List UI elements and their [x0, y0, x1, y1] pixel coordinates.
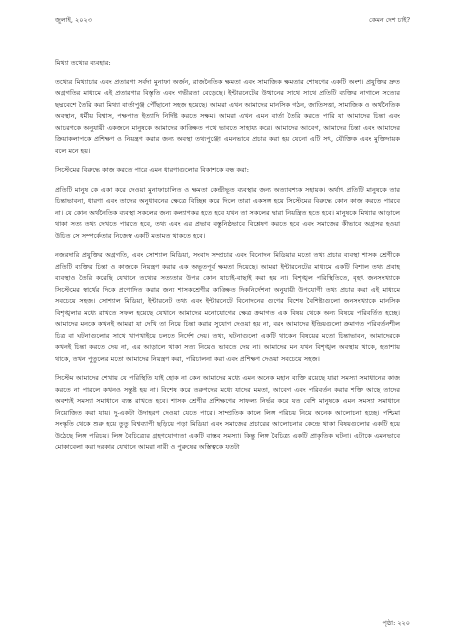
subheading-paragraph: সিস্টেমের বিরুদ্ধে কাজ করতে পারে এমন ধারণাগুলোর বিকাশকে বন্ধ করা:: [55, 166, 249, 174]
paragraph: সিস্টেম আমাদের শেখায় যে পরিস্থিতি যাই হোক না কেন আমাদের মধ্যে এমন অনেক মহান ব্যক্তি রয়েছে যারা সমস্যা সমাধানের কাজ করতে না পারলে কখনও সন্তুষ্ট হয় না। বিশেষ করে তরুণদের মধ্যে যাদের মমতা, আবেগ এবং পরিবর্তন করার শক্তি আছে তাদের অবশ্যই সমস্যা সমাধানে ব্যস্ত রাখতে হবে। শাসক শ্রেণীর প্রশিক্ষণের সাফল্য নির্ভর করে যত বেশি মানুষকে এমন সমস্যা সমাধানে নিয়োজিত করা যায়। দু-একটা উদাহরণ দেওয়া যেতে পারে। সাম্প্রতিক কালে লিঙ্গ পরিচয় নিয়ে অনেক আলোচনা হচ্ছে। পশ্চিমা সংস্কৃতি থেকে শুরু হয়ে তুতু বিশ্বব্যাপী ছড়িয়ে পড়া মিডিয়া এবং সমাজের প্রচারের আলোচনার কেন্দ্রে থাকা বিষয়গুলোর একটি হয়ে উঠেছে লিঙ্গ পরিচয়। লিঙ্গ বৈচিত্র্যের গ্রহণযোগ্যতা একটি বাস্তব সমস্যা। কিন্তু লিঙ্গ বৈচিত্র্য একটি প্রাকৃতিক ঘটনা। এটাকে এমনভাবে মোকাবেলা করা দরকার যেখানে আমরা নারী ও পুরুষের অস্তিত্বকে যতটা: [55, 374, 400, 451]
paragraph: নজরদারি প্রযুক্তির অগ্রগতি, এবং সোশ্যাল মিডিয়া, সংবাদ সম্প্রচার এবং বিনোদন মিডিয়ার মতো তথ্য প্রচার ব্যবস্থা শাসক শ্রেণীকে প্রতিটি ব্যক্তির চিন্তা ও কাজকে নিয়ন্ত্রণ করার এক অভূতপূর্ব ক্ষমতা দিয়েছে। আমরা ইন্টারনেটের মাধ্যমে একটি বিশাল তথ্য প্রবাহ ব্যবস্থাও তৈরি করেছি যেখানে তথ্যের সত্যতার উপর কোন যাচাই-বাছাই করা হয় না। বিশৃঙ্খল পরিস্থিতিতে, বৃহৎ জনসংখ্যাকে সিস্টেমের স্বার্থের দিকে প্রণোদিত করার জন্য শাসকশ্রেণীর কাঙ্ক্ষিত দিকনির্দেশনা অনুযায়ী উপযোগী তথ্য প্রচার করা এই মাধ্যমে সবচেয়ে সহজ। সোশ্যাল মিডিয়া, ইন্টারনেট তথ্য এবং ইন্টারনেটে বিনোদনের গুণের বিশেষ বৈশিষ্ট্যগুলো জনসংখ্যাকে মানসিক বিশৃঙ্খলার মধ্যে রাখতে সফল হয়েছে যেখানে আমাদের মনোযোগের ক্ষেত্র ক্রমাগত এক বিষয় থেকে অন্য বিষয়ে পরিবর্তিত হচ্ছে। আমাদের মনকে কখনই আমরা যা দেখি তা নিয়ে চিন্তা করার সুযোগ দেওয়া হয় না, বরং আমাদের ইন্দ্রিয়গুলো ক্রমাগত পরিবর্তনশীল চিত্র বা ঘটনাগুলোর সাথে খাপখাইয়ে চলতে নির্দেশ দেয়। তথ্য, ঘটনাগুলো একটি থাকেন বিষয়ের মতো চিন্তাভাবন, আমাদেরকে কখনই চিন্তা করতে দেয় না, এর আড়ালে থাকা সত্য নিয়েও ভাবতে দেয় না। আমাদের মন যখন বিশৃঙ্খল অবস্থায় থাকে, হতাশায় থাকে, তখন পুতুলের মতো আমাদের নিয়ন্ত্রণ করা, পরিচালনা করা এবং প্রশিক্ষণ দেওয়া সবচেয়ে সহজ।: [55, 251, 400, 363]
header-journal-title: কেমন দেশ চাই?: [369, 16, 410, 24]
article-body: [55, 58, 400, 462]
header-date: জুলাই, ২০২৩: [55, 16, 92, 24]
paragraph: প্রতিটি মানুষ কে একা করে দেওয়া মুনাফাচালিত ও ক্ষমতা কেন্দ্রীভূত ব্যবস্থার জন্য অত্যাবশ্যক সহায়ক। অর্থাৎ প্রতিটি মানুষকে তার চিন্তাভাবনা, ধারণা এবং তাদের অনুধাবনের ক্ষেত্রে বিচ্ছিন্ন করে দিলে তারা একসঙ্গ হয়ে সিস্টেমের বিরুদ্ধে কোন কাজ করতে পারবে না। যে কোন অর্থনৈতিক ব্যবস্থা সকলের জন্য কল্যাণকর হতে হবে যখন তা সকলের দ্বারা নিয়ন্ত্রিত হতে হবে। মানুষকে মিথ্যার আড়ালে থাকা সত্য তথ্য দেখতে পারতে হবে, তথ্য এবং এর প্রভাব বস্তুনিষ্ঠভাবে বিশ্লেষণ করতে হবে এবং সমাজের কীভাবে অগ্রসর হওয়া উচিত সে সম্পর্কেতার নিজেস্ব একটি মতামত থাকতে হবে।: [55, 185, 400, 240]
section-heading: মিথ্যা তথ্যের ব্যবহার:: [55, 59, 111, 67]
paragraph: তথ্যের মিথ্যাচার এবং প্রতারণা সর্বদা মুনাফা অর্জন, রাজনৈতিক ক্ষমতা এবং সামাজিক ক্ষমতার শোষণের একটি অংশ। প্রযুক্তির দ্রুত অগ্রগতির মাধ্যমে এই প্রতারণার বিস্তৃতি এবং গভীরতা বেড়েছে। ইন্টারনেটের উত্থানের সাথে সাথে প্রতিটি ব্যক্তির নাগালে সত্যের ছদ্মবেশে তৈরি করা মিথ্যা বার্তাপুঞ্জ পৌঁছানো সহজ হয়েছে। আমরা এখন আমাদের মানসিক গঠন, জাতিসত্তা, সামাজিক ও অর্থনৈতিক অবস্থান, ধর্মীয় বিশ্বাস, পক্ষপাত ইত্যাদি নির্দিষ্ট করতে সক্ষম। আমরা এখন এমন বার্তা তৈরি করতে পারি যা আমাদের চিন্তা এবং আচরণকে অনুযায়ী একজনে মানুষকে আমাদের কাঙ্ক্ষিত পথে ভাবতে সাহায্য করে। আমাদের আবেগ, আমাদের চিন্তা এবং আমাদের ক্রিয়াকলাপকে প্রশিক্ষণ ও নিয়ন্ত্রণ করার জন্য অবস্থা তথ্যপুঞ্জো এমনভাবে প্রচার করা হয় যেনো এটি সৎ, যৌক্তিক এবং মুক্তিদায়ক বলে মনে হয়।: [55, 77, 400, 155]
page-number: পৃষ্ঠা: ২২০: [382, 619, 410, 627]
